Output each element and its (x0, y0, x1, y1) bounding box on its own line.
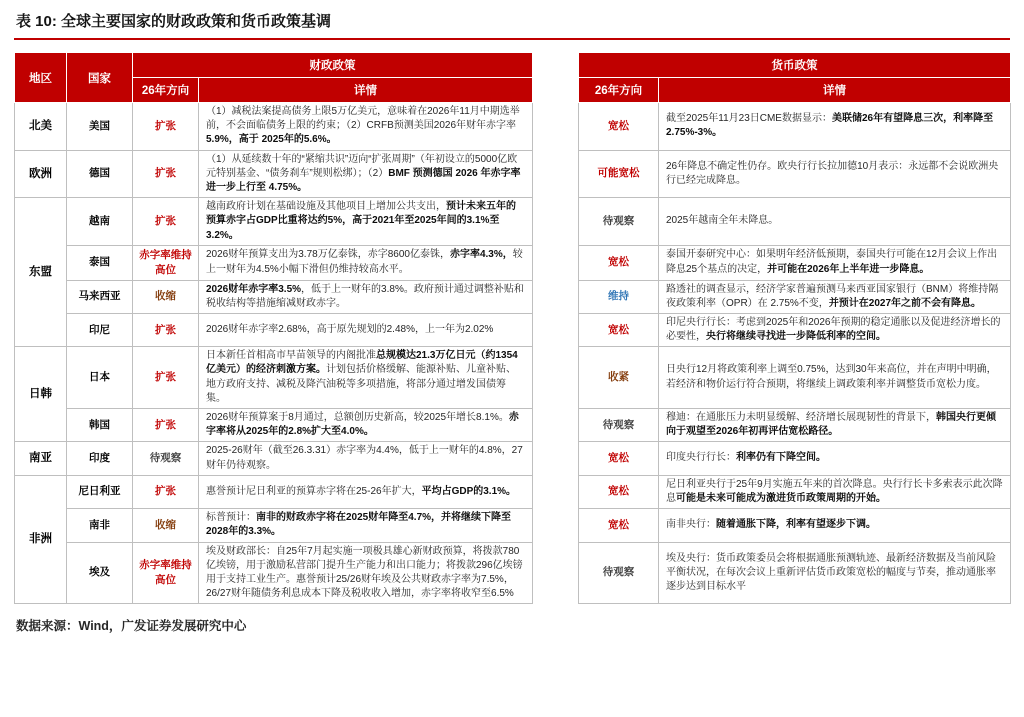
detail-text: ，低于上一财年的3.8%。政府预计通过调整补贴和税收结构等措施缩减财政赤字。 (206, 283, 524, 309)
region-cell: 北美 (15, 103, 67, 151)
table-row (15, 280, 1011, 313)
fiscal-detail (199, 245, 533, 280)
column-gap (533, 475, 579, 508)
detail-text: 日本新任首相高市早苗领导的内阁批准 (206, 350, 376, 362)
fiscal-detail (199, 442, 533, 475)
detail-text: 埃及央行：货币政策委员会将根据通胀预测轨迹、最新经济数据及当前风险平衡状况，在每次会议上重新评估货币政策宽松的幅度与节奏，推动通胀率逐步达到目标水平 (666, 552, 996, 592)
country-cell: 韩国 (67, 409, 133, 442)
monetary-detail (659, 313, 1011, 346)
detail-text-bold: 南非的财政赤字将在2025财年降至4.7%，并将继续下降至2028年的3.3%。 (206, 512, 512, 538)
detail-text-bold: 美联储26年有望降息三次，利率降至2.75%-3%。 (666, 113, 994, 139)
detail-text: 尼日利亚央行于25年9月实施五年来的首次降息。央行行长卡多索表示此次降息 (666, 478, 1003, 504)
table-row (15, 542, 1011, 604)
detail-text: 较上一财年为4.5%小幅下滑但仍维持较高水平。 (206, 249, 523, 275)
country-cell: 德国 (67, 150, 133, 198)
column-gap (533, 53, 579, 103)
fiscal-detail (199, 198, 533, 246)
detail-text-bold: 赤字率将从2025年的2.8%扩大至4.0%。 (206, 412, 519, 438)
column-gap (533, 442, 579, 475)
detail-text-bold: BMF 预测德国 2026 年赤字率进一步上行至 4.75%。 (206, 167, 521, 193)
fiscal-direction: 赤字率维持高位 (133, 542, 199, 604)
detail-text-bold: 可能是未来可能成为激进货币政策周期的开始。 (676, 492, 886, 504)
detail-text: 26年降息不确定性仍存。欧央行行长拉加德10月表示：永远都不会说欧洲央行已经完成降息。 (666, 160, 999, 186)
monetary-detail (659, 280, 1011, 313)
monetary-detail (659, 103, 1011, 151)
table-row (15, 150, 1011, 198)
detail-text: 泰国开泰研究中心：如果明年经济低预期，泰国央行可能在12月会议上作出降息25个基点的决定， (666, 249, 998, 275)
fiscal-direction: 扩张 (133, 103, 199, 151)
column-gap (533, 198, 579, 246)
country-cell: 尼日利亚 (67, 475, 133, 508)
fiscal-direction: 扩张 (133, 198, 199, 246)
column-gap (533, 313, 579, 346)
country-cell: 埃及 (67, 542, 133, 604)
country-cell: 美国 (67, 103, 133, 151)
fiscal-direction: 收缩 (133, 509, 199, 542)
detail-text: 南非央行： (666, 519, 716, 531)
detail-text: 越南政府计划在基础设施及其他项目上增加公共支出， (206, 201, 446, 213)
table-row (15, 245, 1011, 280)
monetary-direction: 宽松 (579, 442, 659, 475)
monetary-detail (659, 198, 1011, 246)
column-gap (533, 409, 579, 442)
monetary-detail (659, 150, 1011, 198)
detail-text-bold: 并可能在2026年上半年进一步降息。 (767, 263, 930, 275)
detail-text: 计划包括价格缓解、能源补贴、儿童补贴、地方政府支持、减税及降汽油税等多项措施，将部分通过增发国债筹集。 (206, 364, 516, 404)
monetary-direction: 宽松 (579, 475, 659, 508)
header-row-1 (15, 53, 1011, 78)
detail-text-bold: 赤字率4.3%， (449, 249, 513, 261)
table-header (15, 53, 1011, 103)
fiscal-detail (199, 103, 533, 151)
fiscal-detail (199, 280, 533, 313)
detail-text-bold: 总规模达21.3万亿日元（约1354亿美元）的经济刺激方案。 (206, 350, 518, 376)
fiscal-direction: 扩张 (133, 313, 199, 346)
region-cell: 南亚 (15, 442, 67, 475)
detail-text: 2026财年预算支出为3.78万亿泰铢，赤字8600亿泰铢， (206, 249, 450, 261)
column-gap (533, 542, 579, 604)
header-row-2 (15, 78, 1011, 103)
detail-text: 惠誉预计尼日利亚的预算赤字将在25-26年扩大， (206, 485, 422, 497)
monetary-direction: 宽松 (579, 509, 659, 542)
country-cell: 越南 (67, 198, 133, 246)
fiscal-detail (199, 475, 533, 508)
table-row (15, 475, 1011, 508)
country-cell: 日本 (67, 347, 133, 409)
detail-text-bold: 随着通胀下降，利率有望逐步下调。 (716, 519, 876, 531)
detail-text-bold: 预计未来五年的预算赤字占GDP比重将达约5%，高于2021年至2025年间的3.1%至3.2%。 (206, 201, 516, 241)
detail-text-bold: 央行将继续寻找进一步降低利率的空间。 (706, 331, 886, 343)
monetary-detail (659, 442, 1011, 475)
data-source: 数据来源：Wind，广发证券发展研究中心 (16, 619, 247, 634)
detail-text-bold: 韩国央行更倾向于观望至2026年初再评估宽松路径。 (666, 412, 996, 438)
fiscal-detail (199, 150, 533, 198)
fiscal-direction: 待观察 (133, 442, 199, 475)
monetary-direction: 宽松 (579, 313, 659, 346)
detail-text: 印度央行行长： (666, 452, 736, 464)
detail-text-bold: 平均占GDP的3.1%。 (421, 485, 517, 497)
detail-text-bold: 并预计在2027年之前不会有降息。 (828, 297, 982, 309)
country-cell: 马来西亚 (67, 280, 133, 313)
col-header-fiscal: 财政政策 (133, 53, 533, 78)
col-header-monetary-detail: 详情 (659, 78, 1011, 103)
monetary-direction: 收紧 (579, 347, 659, 409)
detail-text: 穆迪：在通胀压力未明显缓解、经济增长展现韧性的背景下， (666, 412, 936, 423)
title-divider (14, 38, 1010, 40)
column-gap (533, 245, 579, 280)
table-row (15, 509, 1011, 542)
monetary-detail (659, 542, 1011, 604)
region-cell: 非洲 (15, 475, 67, 604)
monetary-detail (659, 347, 1011, 409)
table-row (15, 347, 1011, 409)
monetary-direction: 宽松 (579, 245, 659, 280)
detail-text: 路透社的调查显示，经济学家普遍预测马来西亚国家银行（BNM）将维持隔夜政策利率（OPR）在 2.75%不变， (666, 283, 999, 309)
monetary-direction: 待观察 (579, 198, 659, 246)
detail-text: 2025-26财年（截至26.3.31）赤字率为4.4%，低于上一财年的4.8%，27财年仍待观察。 (206, 445, 523, 471)
fiscal-direction: 赤字率维持高位 (133, 245, 199, 280)
region-cell: 东盟 (15, 198, 67, 347)
col-header-fiscal-detail: 详情 (199, 78, 533, 103)
fiscal-direction: 扩张 (133, 475, 199, 508)
col-header-region: 地区 (15, 53, 67, 103)
table-row (15, 409, 1011, 442)
fiscal-direction: 收缩 (133, 280, 199, 313)
monetary-detail (659, 475, 1011, 508)
monetary-detail (659, 245, 1011, 280)
detail-text-bold: 2026财年赤字率3.5% (206, 283, 302, 295)
detail-text: （1）从延续数十年的“紧缩共识”迈向“扩张周期”（年初设立的5000亿欧元特别基金、“债务刹车”规则松绑）；（2） (206, 153, 518, 179)
col-header-monetary-direction: 26年方向 (579, 78, 659, 103)
monetary-direction: 可能宽松 (579, 150, 659, 198)
region-cell: 日韩 (15, 347, 67, 442)
country-cell: 南非 (67, 509, 133, 542)
monetary-detail (659, 509, 1011, 542)
monetary-direction: 待观察 (579, 542, 659, 604)
monetary-detail (659, 409, 1011, 442)
detail-text: 日央行12月将政策利率上调至0.75%，达到30年来高位，并在声明中明确，若经济和物价运行符合预期，将继续上调政策利率并调整货币宽松力度。 (666, 364, 997, 390)
column-gap (533, 509, 579, 542)
fiscal-detail (199, 313, 533, 346)
col-header-country: 国家 (67, 53, 133, 103)
table-body (15, 103, 1011, 604)
monetary-direction: 宽松 (579, 103, 659, 151)
fiscal-direction: 扩张 (133, 347, 199, 409)
table-row (15, 103, 1011, 151)
detail-text: 2025年越南全年未降息。 (666, 215, 779, 227)
country-cell: 印度 (67, 442, 133, 475)
table-row (15, 198, 1011, 246)
detail-text: 2026财年预算案于8月通过，总额创历史新高，较2025年增长8.1%。 (206, 412, 509, 423)
detail-text: 截至2025年11月23日CME数据显示： (666, 113, 832, 125)
col-header-fiscal-direction: 26年方向 (133, 78, 199, 103)
fiscal-detail (199, 409, 533, 442)
monetary-direction: 待观察 (579, 409, 659, 442)
policy-table (14, 52, 1011, 604)
fiscal-direction: 扩张 (133, 409, 199, 442)
table-title: 表 10: 全球主要国家的财政政策和货币政策基调 (16, 13, 332, 30)
column-gap (533, 347, 579, 409)
fiscal-direction: 扩张 (133, 150, 199, 198)
detail-text: （1）减税法案提高债务上限5万亿美元，意味着在2026年11月中期选举前，不会面临债务上限的约束；（2）CRFB预测美国2026年财年赤字率 (206, 106, 520, 132)
column-gap (533, 280, 579, 313)
fiscal-detail (199, 509, 533, 542)
column-gap (533, 150, 579, 198)
country-cell: 泰国 (67, 245, 133, 280)
region-cell: 欧洲 (15, 150, 67, 198)
table-row (15, 313, 1011, 346)
monetary-direction: 维持 (579, 280, 659, 313)
detail-text: 印尼央行行长：考虑到2025年和2026年预期的稳定通胀以及促进经济增长的必要性， (666, 316, 1001, 343)
column-gap (533, 103, 579, 151)
detail-text-bold: 利率仍有下降空间。 (736, 452, 826, 464)
detail-text: 标普预计： (206, 512, 256, 524)
col-header-monetary: 货币政策 (579, 53, 1011, 78)
fiscal-detail (199, 542, 533, 604)
detail-text: 埃及财政部长：自25年7月起实施一项极具雄心新财政预算，将拨款780亿埃镑，用于激励私营部门提升生产能力和出口能力；将拨款296亿埃镑用于支持工业生产。惠誉预计25/26财年埃及公共财政赤字率为7.5%，26/27财年随债务利息成本下降及税收收入增加，赤字率将收窄至6.5% (206, 545, 523, 600)
detail-text: 2026财年赤字率2.68%，高于原先规划的2.48%，上一年为2.02% (206, 323, 494, 335)
country-cell: 印尼 (67, 313, 133, 346)
table-row (15, 442, 1011, 475)
detail-text-bold: 5.9%，高于 2025年的5.6%。 (206, 134, 337, 146)
fiscal-detail (199, 347, 533, 409)
